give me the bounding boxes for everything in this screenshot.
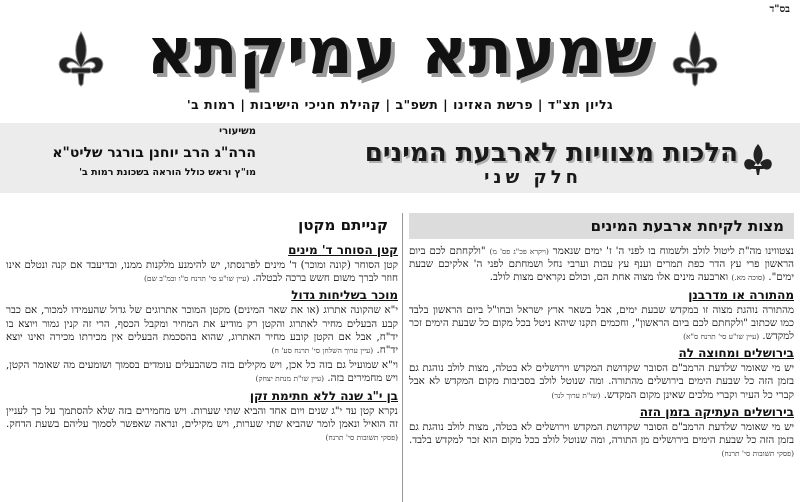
right-column-heading: מצות לקיחת ארבעת המינים <box>409 213 794 239</box>
section-heading: בירושלים ומחוצה לה <box>678 346 794 361</box>
paragraph: וי"א שמועיל גם בזה כל אכן, ויש מקילים בזה כשהבעלים עומדים בסמוך ושומעים מה שאומר הקטן, ויש מחמירים בזה. (עיין שו"ת מנחת יצחק) <box>6 360 398 385</box>
fleur-de-lis-icon <box>54 28 108 88</box>
lecturer-name: הרה"ג הרב יוחנן בורגר שליט"א <box>52 145 256 161</box>
masthead-title: שמעתא עמיקתא <box>146 15 654 89</box>
lesson-title-block <box>272 137 782 187</box>
ornament-leaf-icon <box>740 141 776 177</box>
top-mark: בס"ד <box>769 4 790 15</box>
lecturer-block <box>10 126 260 178</box>
lecturer-title: מו"ץ וראש כולל הוראה בשכונת רמות ב' <box>79 167 256 178</box>
paragraph: י"א שהקונה אתרוג (או את שאר המינים) מקטן המוכר אתרוגים של גדול שהעמידו למכור, אם כבר קבע הבעלים מחיר לאתרוג והקטן רק מודיע את המחיר ומקבל הכסף, הרי זה קנין גמור ויוצא בו יד"ח, אבל אם הקטן קובע מחיר האתרוג, שהוא בהסכמת הבעלים אין מכירתו מכירה ואינו יוצא יד"ח. (עיין ערוך השלחן סי' תרנח סע' ח) <box>6 305 398 357</box>
paragraph: נקרא קטן עד י"ג שנים ויום אחד והביא שתי שערות. ויש מחמירים בזה שלא להסתמך על כך לעניין זה הואיל ונאמן לומר שהביא שתי שערות, ויש מקילים, ונראה שאפשר לסמוך עליהם בשעת הדחק. (פסקי תשובות סי' תרנח) <box>6 405 398 443</box>
masthead <box>0 8 800 98</box>
section-heading: קטן הסוחר ד' מינים <box>288 243 398 257</box>
paragraph: יש מי שאומר שלדעת הרמב"ם הסובר שקדושת המקדש וירושלים לא בטלה, מצות לולב נוהגת גם בזמן הזה כל שבעת הימים בירושלים מן התורה, ומה שנוטל לולב בכל מקום הוא זכר למקדש בלבד. (פסקי תשובות סי' תרנח) <box>409 421 794 459</box>
section-heading: בן י"ג שנה ללא חתימת זקן <box>249 388 398 403</box>
paragraph: קטן הסוחר (קונה ומוכר) ד' מינים לפרנסתו, יש להימנע מלקנות ממנו, ובדיעבד אם קנה ונטלם אינו חוזר לברך משום חשש ברכה לבטלה. (עיין שו"ע סי' תרנח ס"ו ובמ"ב שם) <box>6 260 398 285</box>
lecturer-label: משיעורי <box>219 126 256 137</box>
section-heading: בירושלים העתיקה בזמן הזה <box>639 404 794 419</box>
left-column <box>6 213 398 502</box>
fleur-de-lis-icon <box>668 28 722 88</box>
issue-subtitle: גליון תצ"ד | פרשת האזינו | תשפ"ב | קהילת חניכי הישיבות | רמות ב' <box>186 97 614 112</box>
left-column-heading: קנייתם מקטן <box>298 216 388 234</box>
section-heading: מוכר בשליחות גדול <box>291 288 398 303</box>
right-column <box>409 213 794 502</box>
paragraph: מהתורה נוהגת מצוה זו במקדש שבעת ימים, אבל בשאר ארץ ישראל ובחו"ל ביום הראשון בלבד כמו שכתוב "ולקחתם לכם ביום הראשון", וחכמים תקנו שיהא ניטל בכל מקום כל שבעת הימים זכר למקדש. (עיין שו"ע סי' תרנח ס"א) <box>409 304 794 343</box>
paragraph: יש מי שאומר שלדעת הרמב"ם הסובר שקדושת המקדש וירושלים לא בטלה, מצות לולב נוהגת גם בזמן הזה כל שבעת הימים בירושלים מהתורה. ומה שנוטל לולב בסביבות מקום המקדש לא אבל קברי כל העיר וקברי מלכים שאינן מקום המקדש. (שו"ת ערוך לנר) <box>409 363 794 401</box>
lesson-part: חלק שני <box>484 167 582 188</box>
paragraph: נצטווינו מה"ת ליטול לולב ולשמוח בו לפני ה' ז' ימים שנאמר (ויקרא פכ"ג פס' מ) "ולקחתם לכם ביום הראשון פרי עץ הדר כפת תמרים וענף עץ עבות וערבי נחל ושמחתם לפני ה' אלקיכם שבעת ימים". (סוכה מא.) וארבעה מינים אלו מצוה אחת הם, וכולם נקראים מצות לולב. <box>409 246 794 284</box>
lesson-title: הלכות מצוויות לארבעת המינים <box>364 138 738 168</box>
section-heading: מהתורה או מדרבנן <box>688 287 794 302</box>
column-divider <box>402 213 403 502</box>
